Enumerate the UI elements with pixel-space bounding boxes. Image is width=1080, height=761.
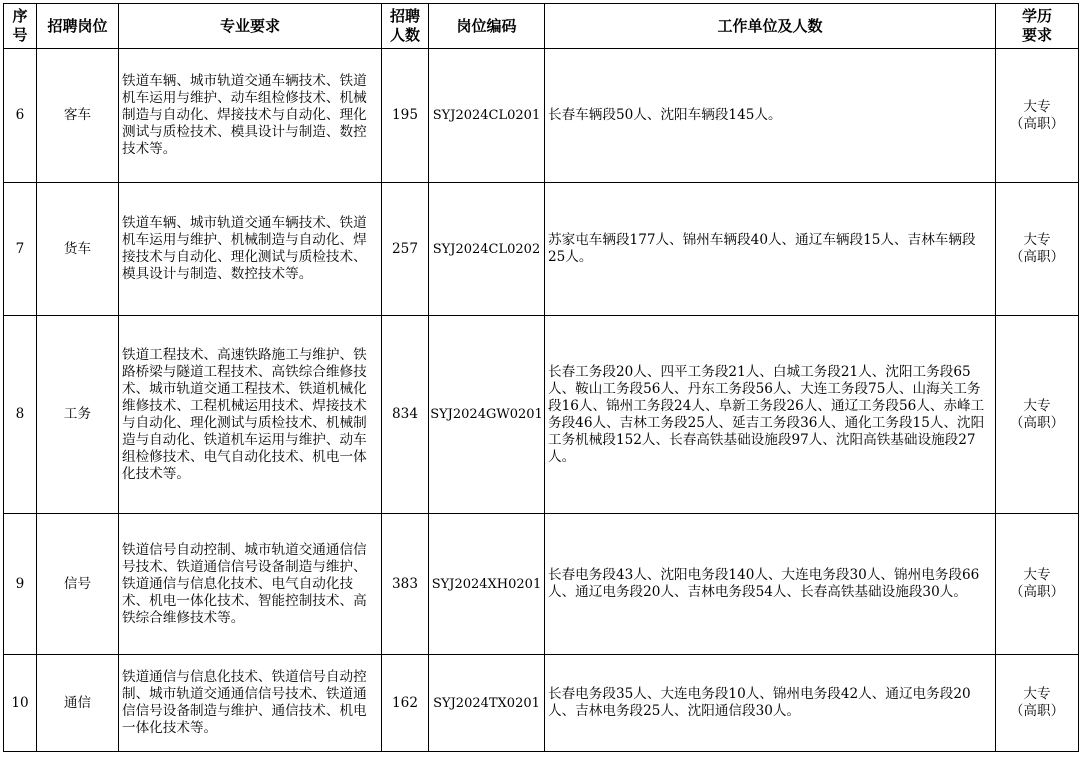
table-row bbox=[4, 49, 1079, 183]
cell-edu: 大专 （高职） bbox=[996, 655, 1079, 752]
cell-units: 长春车辆段50人、沈阳车辆段145人。 bbox=[545, 49, 996, 183]
cell-position: 客车 bbox=[37, 49, 119, 183]
cell-edu: 大专 （高职） bbox=[996, 183, 1079, 316]
cell-major: 铁道信号自动控制、城市轨道交通通信信号技术、铁道通信信号设备制造与维护、铁道通信与信息化技术、电气自动化技术、机电一体化技术、智能控制技术、高铁综合维修技术等。 bbox=[119, 514, 382, 655]
cell-code: SYJ2024TX0201 bbox=[429, 655, 545, 752]
table-row bbox=[4, 183, 1079, 316]
cell-code: SYJ2024XH0201 bbox=[429, 514, 545, 655]
cell-seq: 7 bbox=[4, 183, 37, 316]
cell-units: 长春电务段35人、大连电务段10人、锦州电务段42人、通辽电务段20人、吉林电务段25人、沈阳通信段30人。 bbox=[545, 655, 996, 752]
cell-edu: 大专 （高职） bbox=[996, 514, 1079, 655]
header-major: 专业要求 bbox=[119, 4, 382, 49]
cell-units: 长春电务段43人、沈阳电务段140人、大连电务段30人、锦州电务段66人、通辽电务段20人、吉林电务段54人、长春高铁基础设施段30人。 bbox=[545, 514, 996, 655]
cell-seq: 10 bbox=[4, 655, 37, 752]
header-row bbox=[4, 4, 1079, 49]
table-row bbox=[4, 514, 1079, 655]
cell-position: 通信 bbox=[37, 655, 119, 752]
cell-code: SYJ2024GW0201 bbox=[429, 316, 545, 514]
cell-code: SYJ2024CL0201 bbox=[429, 49, 545, 183]
cell-seq: 9 bbox=[4, 514, 37, 655]
header-edu: 学历 要求 bbox=[996, 4, 1079, 49]
cell-major: 铁道工程技术、高速铁路施工与维护、铁路桥梁与隧道工程技术、高铁综合维修技术、城市轨道交通工程技术、铁道机械化维修技术、工程机械运用技术、焊接技术与自动化、理化测试与质检技术、机械制造与自动化、铁道机车运用与维护、动车组检修技术、电气自动化技术、机电一体化技术等。 bbox=[119, 316, 382, 514]
table-row bbox=[4, 316, 1079, 514]
cell-seq: 8 bbox=[4, 316, 37, 514]
cell-count: 195 bbox=[382, 49, 429, 183]
header-seq: 序 号 bbox=[4, 4, 37, 49]
header-position: 招聘岗位 bbox=[37, 4, 119, 49]
cell-units: 苏家屯车辆段177人、锦州车辆段40人、通辽车辆段15人、吉林车辆段25人。 bbox=[545, 183, 996, 316]
cell-major: 铁道通信与信息化技术、铁道信号自动控制、城市轨道交通通信信号技术、铁道通信信号设备制造与维护、通信技术、机电一体化技术等。 bbox=[119, 655, 382, 752]
table-row bbox=[4, 655, 1079, 752]
cell-position: 货车 bbox=[37, 183, 119, 316]
cell-count: 383 bbox=[382, 514, 429, 655]
cell-edu: 大专 （高职） bbox=[996, 316, 1079, 514]
cell-code: SYJ2024CL0202 bbox=[429, 183, 545, 316]
cell-count: 257 bbox=[382, 183, 429, 316]
cell-major: 铁道车辆、城市轨道交通车辆技术、铁道机车运用与维护、机械制造与自动化、焊接技术与自动化、理化测试与质检技术、模具设计与制造、数控技术等。 bbox=[119, 183, 382, 316]
cell-units: 长春工务段20人、四平工务段21人、白城工务段21人、沈阳工务段65人、鞍山工务段56人、丹东工务段56人、大连工务段75人、山海关工务段16人、锦州工务段24人、阜新工务段26人、通辽工务段56人、赤峰工务段46人、吉林工务段25人、延吉工务段36人、通化工务段15人、沈阳工务机械段152人、长春高铁基础设施段97人、沈阳高铁基础设施段27人。 bbox=[545, 316, 996, 514]
cell-count: 834 bbox=[382, 316, 429, 514]
cell-position: 信号 bbox=[37, 514, 119, 655]
cell-position: 工务 bbox=[37, 316, 119, 514]
header-code: 岗位编码 bbox=[429, 4, 545, 49]
cell-count: 162 bbox=[382, 655, 429, 752]
cell-edu: 大专 （高职） bbox=[996, 49, 1079, 183]
header-units: 工作单位及人数 bbox=[545, 4, 996, 49]
cell-major: 铁道车辆、城市轨道交通车辆技术、铁道机车运用与维护、动车组检修技术、机械制造与自动化、焊接技术与自动化、理化测试与质检技术、模具设计与制造、数控技术等。 bbox=[119, 49, 382, 183]
cell-seq: 6 bbox=[4, 49, 37, 183]
header-count: 招聘 人数 bbox=[382, 4, 429, 49]
recruitment-table bbox=[3, 3, 1079, 752]
